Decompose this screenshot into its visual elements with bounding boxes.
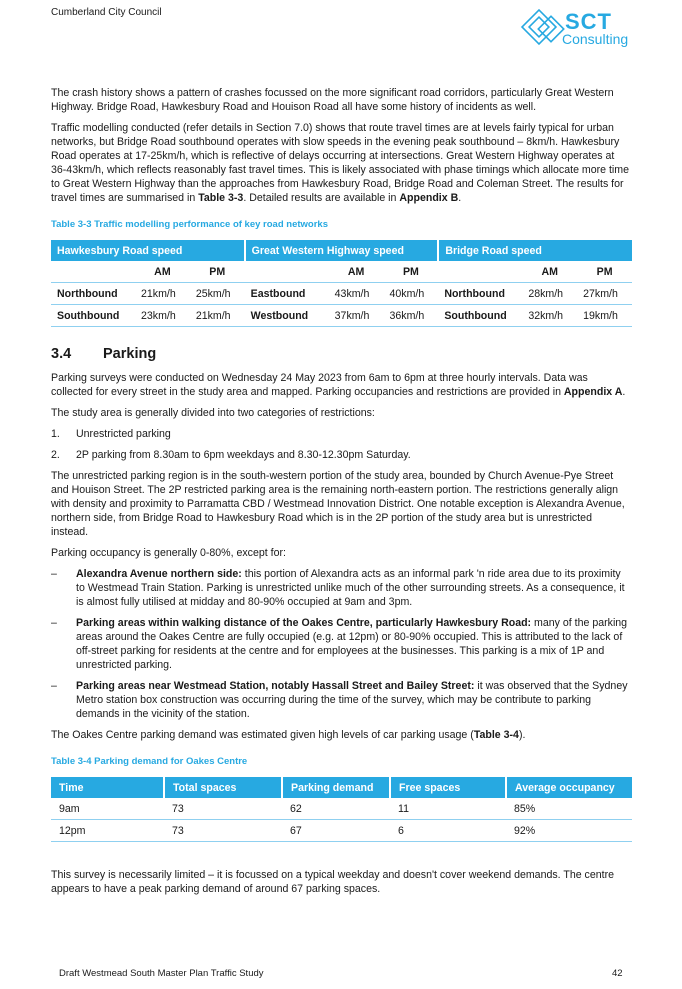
list-item: 2. 2P parking from 8.30am to 6pm weekdays and 8.30-12.30pm Saturday.	[51, 449, 411, 461]
paragraph-unrestricted-region: The unrestricted parking region is in the south-western portion of the study area, bounded by Church Avenue-Pye Street and Houison Street. The 2P restricted parking area is the remaining north-eastern portion. The restrictions generally align with density and proximity to Parramatta CBD / Westmead Innovation District. One notable exception is Alexandra Avenue, northern side, from Bridge Road to Hawkesbury Road which is in the 2P portion of the study area but is unrestricted instead.	[51, 470, 625, 538]
pm-header: PM	[190, 261, 245, 283]
am-header: AM	[522, 261, 577, 283]
header-org: Cumberland City Council	[51, 7, 162, 18]
page-number: 42	[612, 968, 623, 979]
paragraph-categories: The study area is generally divided into two categories of restrictions:	[51, 407, 375, 419]
table-row: Northbound 21km/h 25km/h Eastbound 43km/h 40km/h Northbound 28km/h 27km/h	[51, 283, 632, 305]
paragraph-oakes-demand: The Oakes Centre parking demand was estimated given high levels of car parking usage (Table 3-4).	[51, 729, 526, 741]
paragraph-occupancy: Parking occupancy is generally 0-80%, except for:	[51, 547, 286, 559]
table-row: 12pm 73 67 6 92%	[51, 820, 632, 842]
restriction-list	[51, 427, 631, 462]
paragraph-surveys: Parking surveys were conducted on Wednesday 24 May 2023 from 6am to 6pm at three hourly intervals. Data was collected for every street in the study area and mapped. Parking occupancies and restrictions are provided in Appendix A.	[51, 372, 626, 398]
list-item: 1. Unrestricted parking	[51, 428, 171, 440]
paragraph-closing: This survey is necessarily limited – it is focussed on a typical weekday and doesn't cover weekend demands. The centre appears to have a peak parking demand of around 67 parking spaces.	[51, 869, 614, 895]
exception-list	[51, 567, 631, 721]
table-row: Southbound 23km/h 21km/h Westbound 37km/h 36km/h Southbound 32km/h 19km/h	[51, 305, 632, 327]
pm-header: PM	[577, 261, 632, 283]
group-header-hawkesbury: Hawkesbury Road speed	[51, 240, 245, 261]
table-3-4-caption: Table 3-4 Parking demand for Oakes Centre	[51, 756, 248, 767]
traffic-performance-table	[51, 240, 632, 327]
am-header: AM	[135, 261, 190, 283]
table-3-3-caption: Table 3-3 Traffic modelling performance of key road networks	[51, 219, 328, 230]
list-item: – Alexandra Avenue northern side: this portion of Alexandra acts as an informal park 'n ride area due to its proximity to Westmead Train Station. Parking is unrestricted unlike much of the other surrounding streets. As a consequence, it is almost fully utilised at midday and 80-90% occupied at 9am and 3pm.	[51, 568, 625, 608]
group-header-gwh: Great Western Highway speed	[245, 240, 439, 261]
am-header: AM	[329, 261, 384, 283]
list-item: – Parking areas within walking distance of the Oakes Centre, particularly Hawkesbury Road: many of the parking areas around the Oakes Centre are fully occupied (e.g. at 12pm) or 80-90% occupied. This is attributed to the lack of off-street parking for residents at the centre and for employees at the businesses. This parking is a mix of 1P and unrestricted parking.	[51, 617, 628, 671]
list-item: – Parking areas near Westmead Station, notably Hassall Street and Bailey Street: it was observed that the Sydney Metro station box construction was occurring during the time of the survey, which may be contribute to parking demands in the vicinity of the station.	[51, 680, 628, 720]
parking-demand-table: Time Total spaces Parking demand Free spaces Average occupancy 9am 73 62 11 85% 12pm 73 67 6 92%	[51, 777, 632, 842]
pm-header: PM	[383, 261, 438, 283]
paragraph-traffic-modelling: Traffic modelling conducted (refer details in Section 7.0) shows that route travel times are at levels fairly typical for urban networks, but Bridge Road southbound operates with slow speeds in the evening peak southbound – 8km/h. Hawkesbury Road operates at 17-25km/h, which is reflective of delays occurring at intersections. Great Western Highway operates at 36-43km/h, which reflects reasonably fast travel times. This is likely associated with phase timings which allocate more time to Great Western Highway than the approaches from Hawkesbury Road, Bridge Road and Coleman Street. The results for travel times are summarised in Table 3-3. Detailed results are available in Appendix B.	[51, 122, 629, 204]
logo-wordmark: SCT	[565, 9, 612, 34]
page-body	[51, 86, 631, 903]
section-heading: 3.4 Parking	[51, 346, 157, 362]
paragraph-crash-history: The crash history shows a pattern of crashes focussed on the more significant road corridors, particularly Great Western Highway. Bridge Road, Hawkesbury Road and Houison Road all have some history of incidents as well.	[51, 87, 614, 113]
group-header-bridge: Bridge Road speed	[438, 240, 632, 261]
table-row: 9am 73 62 11 85%	[51, 798, 632, 820]
footer-title: Draft Westmead South Master Plan Traffic Study	[59, 968, 264, 979]
logo-subtitle: Consulting	[562, 31, 629, 47]
